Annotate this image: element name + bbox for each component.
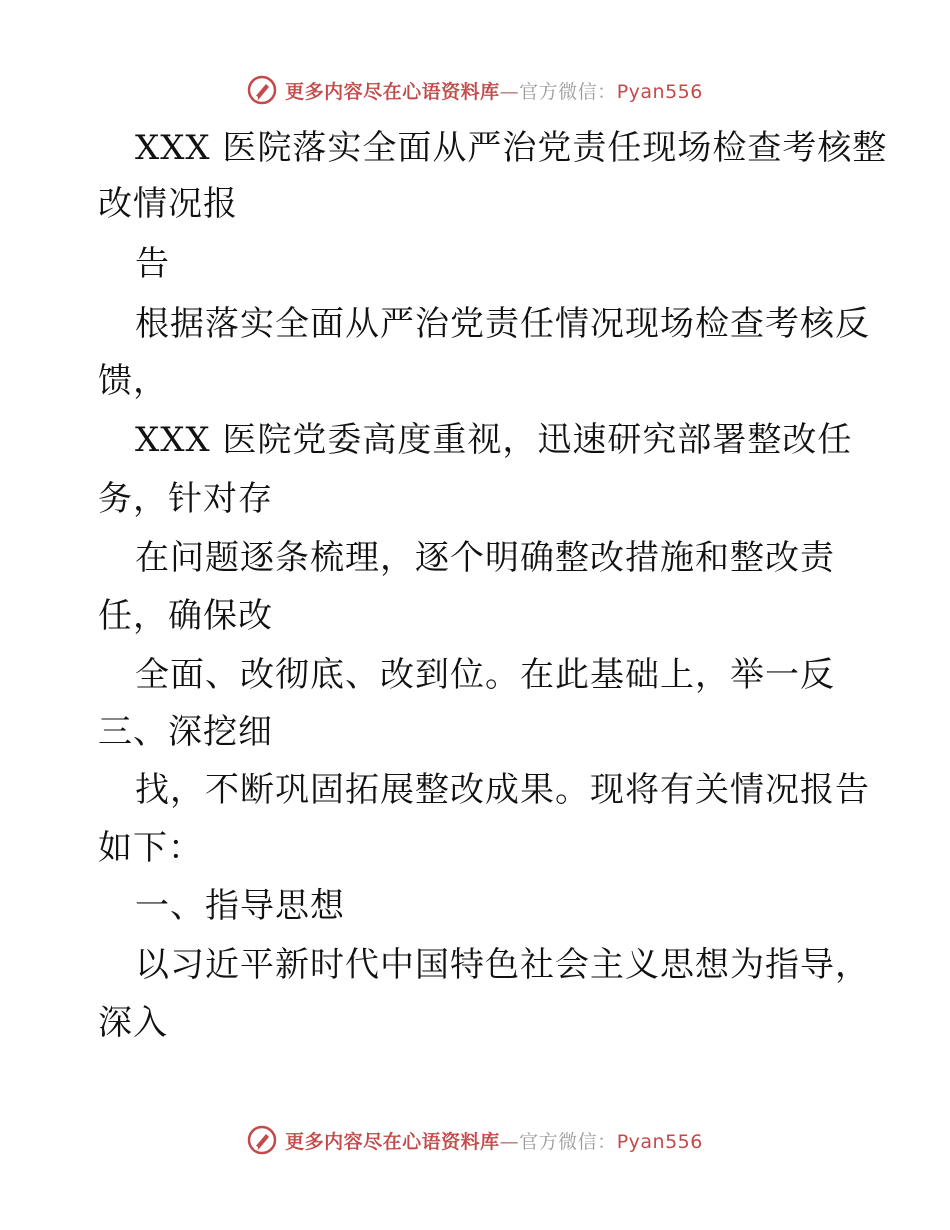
watermark-wechat-id: Pyan556 <box>616 80 703 103</box>
title-line-1: XXX 医院落实全面从严治党责任现场检查考核整 <box>135 128 888 168</box>
watermark-wechat-label: 官方微信： <box>519 80 617 103</box>
watermark-dash: — <box>499 80 520 103</box>
watermark-dash: — <box>499 1130 520 1153</box>
footer-watermark <box>0 1120 950 1160</box>
watermark-text <box>285 77 703 104</box>
paragraph-line: 务，针对存 <box>98 479 273 519</box>
paragraph-line: 以习近平新时代中国特色社会主义思想为指导， <box>135 945 870 985</box>
paragraph-line: XXX 医院党委高度重视，迅速研究部署整改任 <box>135 420 853 460</box>
watermark-brand: 更多内容尽在心语资料库 <box>285 1130 500 1153</box>
title-line-2: 改情况报 <box>98 184 238 224</box>
paragraph-line: 深入 <box>98 1003 168 1043</box>
paragraph-line: 全面、改彻底、改到位。在此基础上，举一反 <box>135 655 835 695</box>
header-watermark <box>0 70 950 110</box>
paragraph-line: 如下： <box>98 828 203 868</box>
paragraph-line: 三、深挖细 <box>98 712 273 752</box>
watermark-text <box>285 1127 703 1154</box>
watermark-wechat-label: 官方微信： <box>519 1130 617 1153</box>
paragraph-line: 在问题逐条梳理，逐个明确整改措施和整改责 <box>135 538 835 578</box>
paragraph-line: 任，确保改 <box>98 596 273 636</box>
paragraph-line: 根据落实全面从严治党责任情况现场检查考核反 <box>135 304 870 344</box>
watermark-brand: 更多内容尽在心语资料库 <box>285 80 500 103</box>
watermark-wechat-id: Pyan556 <box>616 1130 703 1153</box>
pen-nib-logo-icon <box>247 1125 277 1155</box>
title-line-3: 告 <box>135 244 170 284</box>
section-heading: 一、指导思想 <box>135 886 345 926</box>
pen-nib-logo-icon <box>247 75 277 105</box>
paragraph-line: 找，不断巩固拓展整改成果。现将有关情况报告 <box>135 770 870 810</box>
paragraph-line: 馈， <box>98 361 168 401</box>
